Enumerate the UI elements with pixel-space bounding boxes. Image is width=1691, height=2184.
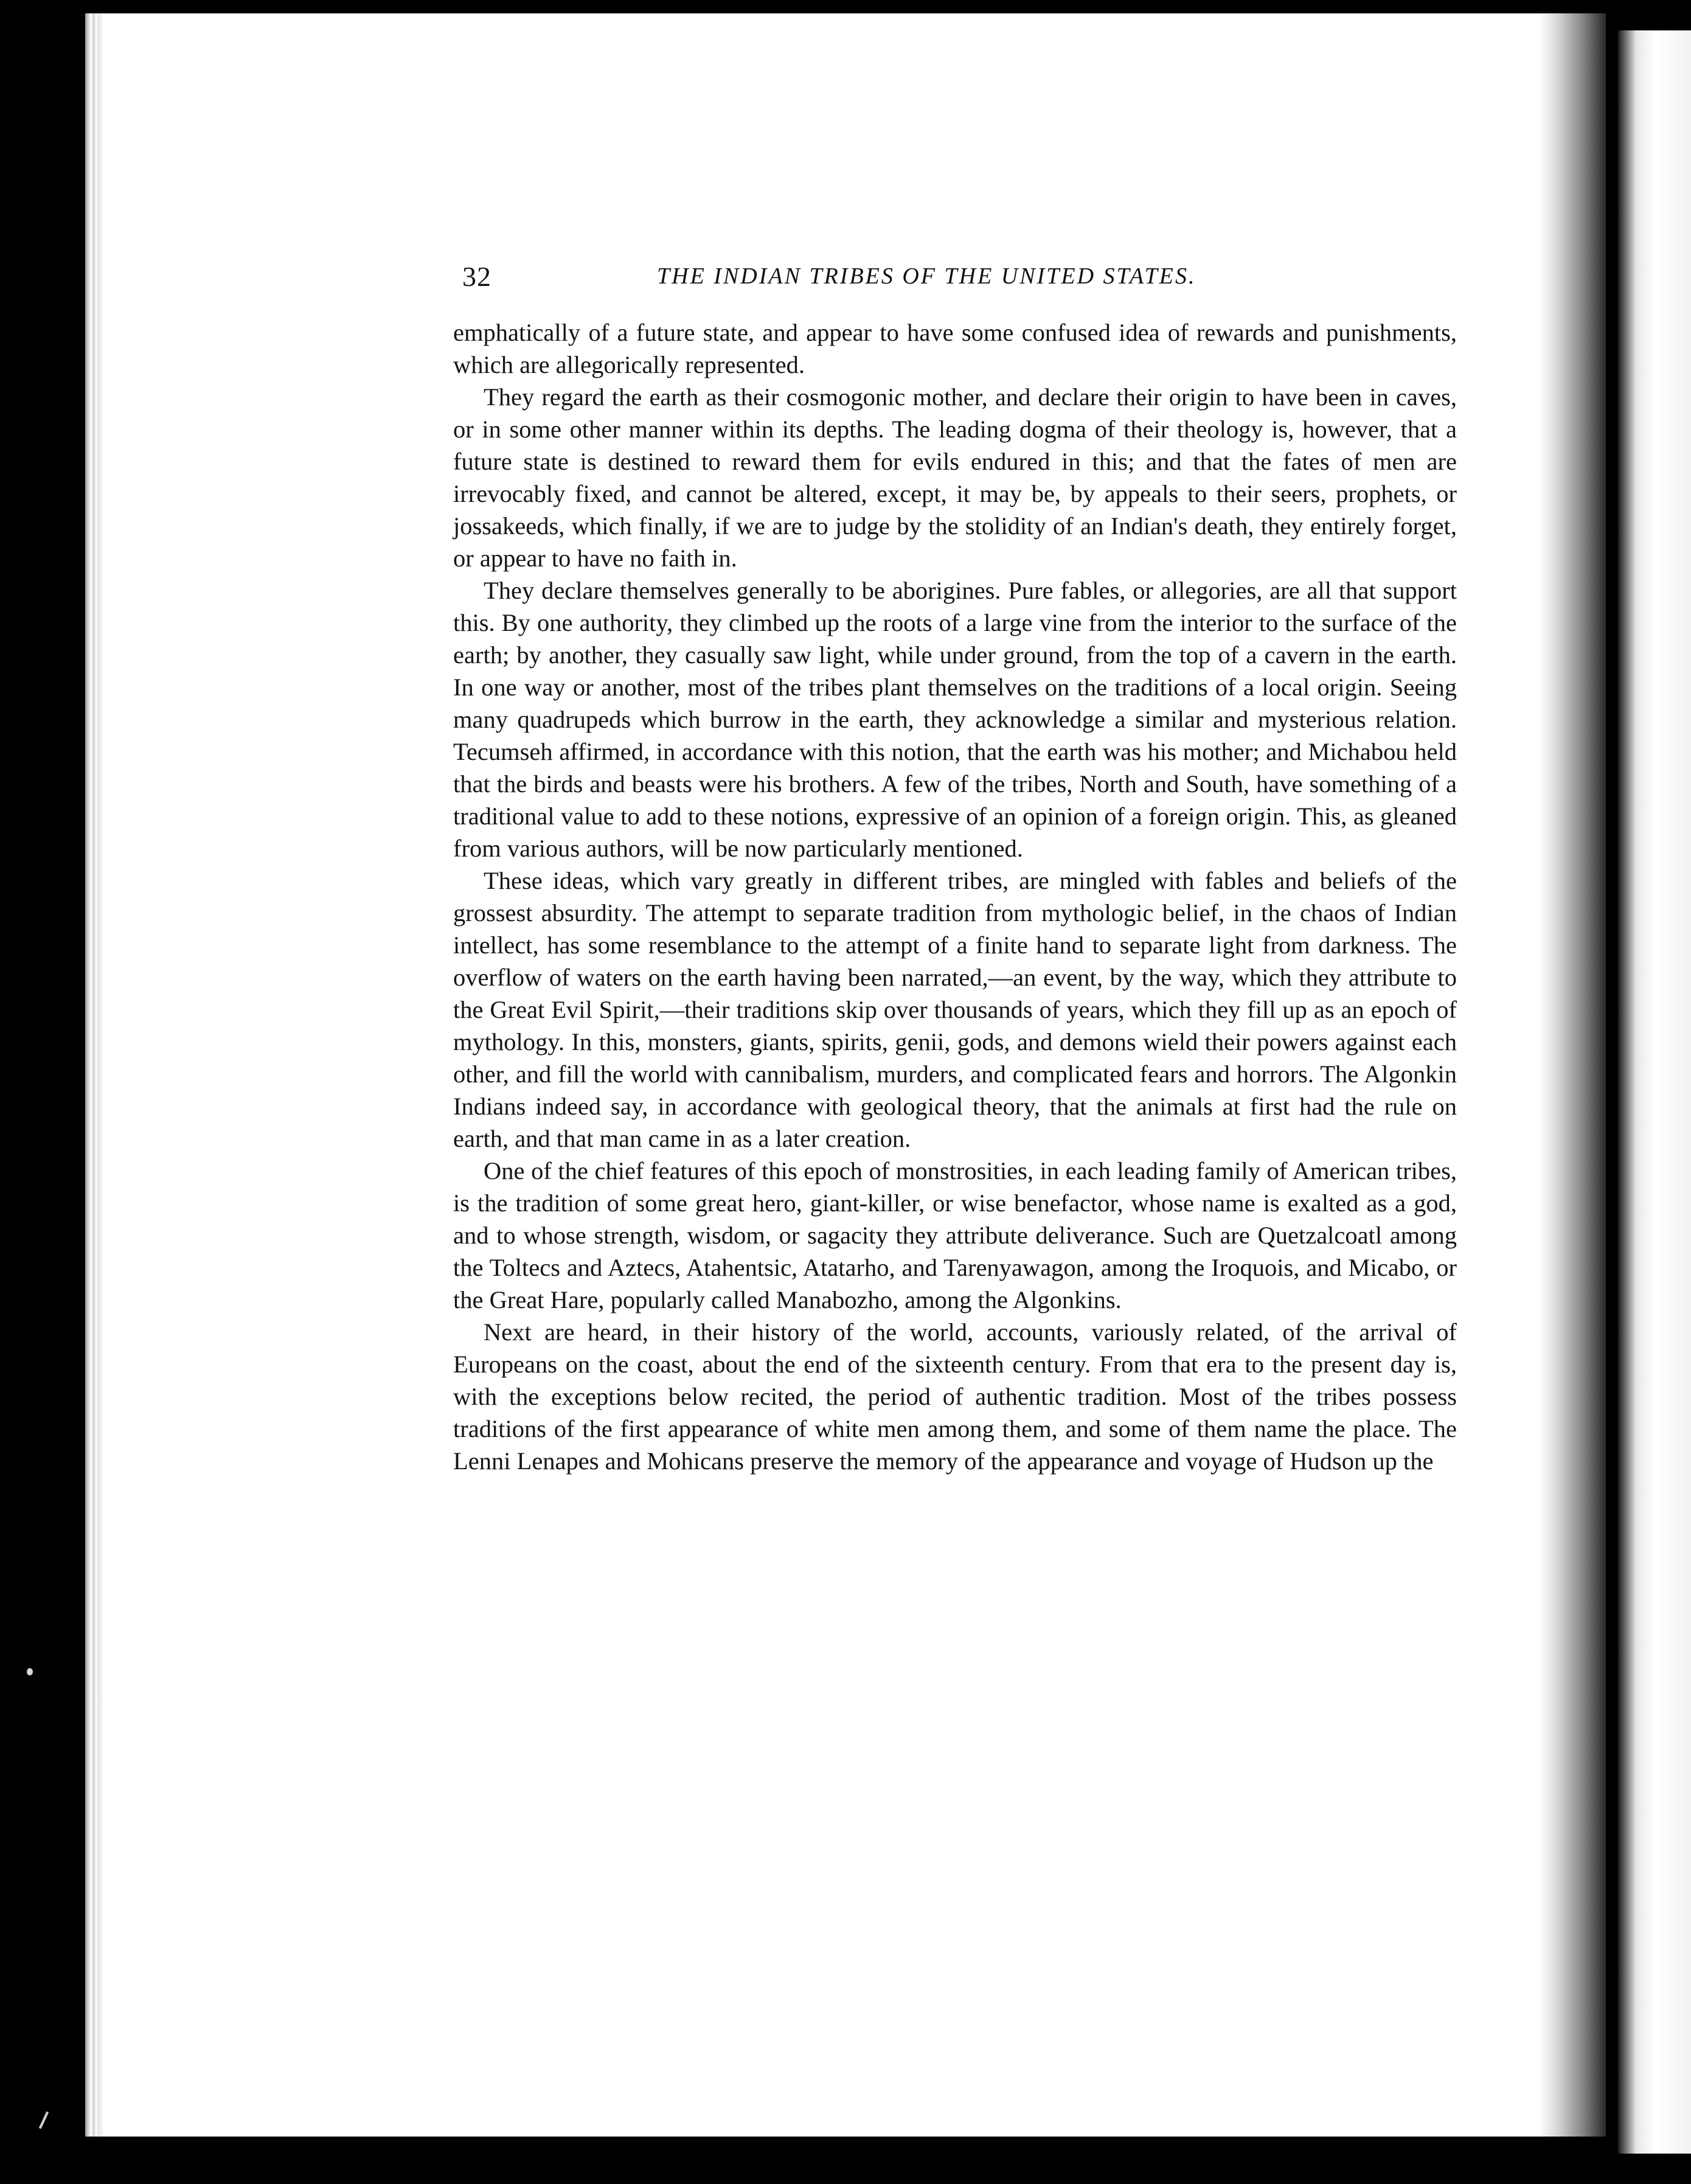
scan-speck [27, 1668, 33, 1675]
page-spine-shadow [1539, 13, 1606, 2137]
page-number: 32 [462, 261, 491, 292]
paragraph: Next are heard, in their history of the world, accounts, variously related, of the arrival of Europeans on the coast, about the end of the sixteenth century. From that era to the present day is, with the exceptions below recited, the period of authentic tradition. Most of the tribes possess traditions of the first appearance of white men among them, and some of them name the place. The Lenni Lenapes and Mohicans preserve the memory of the appearance and voyage of Hudson up the [453, 1318, 1457, 1475]
running-head [462, 260, 1648, 309]
page-gutter-edge [85, 13, 103, 2137]
paragraph: They regard the earth as their cosmogonic mother, and declare their origin to have been in caves, or in some other manner within its depths. The leading dogma of their theology is, however, that a future state is destined to reward them for evils endured in this; and that the fates of men are irrevocably fixed, and cannot be altered, except, it may be, by appeals to their seers, prophets, or jossakeeds, which finally, if we are to judge by the stolidity of an Indian's death, they entirely forget, or appear to have no faith in. [453, 383, 1457, 572]
running-title: THE INDIAN TRIBES OF THE UNITED STATES. [657, 263, 1196, 289]
paragraph: One of the chief features of this epoch of monstrosities, in each leading family of American tribes, is the tradition of some great hero, giant-killer, or wise benefactor, whose name is exalted as a god, and to whose strength, wisdom, or sagacity they attribute deliverance. Such are Quetzalcoatl among the Toltecs and Aztecs, Atahentsic, Atatarho, and Tarenyawagon, among the Iroquois, and Micabo, or the Great Hare, popularly called Manabozho, among the Algonkins. [453, 1157, 1457, 1313]
paragraph: These ideas, which vary greatly in different tribes, are mingled with fables and beliefs of the grossest absurdity. The attempt to separate tradition from mythologic belief, in the chaos of Indian intellect, has some resemblance to the attempt of a finite hand to separate light from darkness. The overflow of waters on the earth having been narrated,—an event, by the way, which they attribute to the Great Evil Spirit,—their traditions skip over thousands of years, which they fill up as an epoch of mythology. In this, monsters, giants, spirits, genii, gods, and demons wield their powers against each other, and fill the world with cannibalism, murders, and complicated fears and horrors. The Algonkin Indians indeed say, in accordance with geological theory, that the animals at first had the rule on earth, and that man came in as a later creation. [453, 867, 1457, 1152]
paragraph: They declare themselves generally to be aborigines. Pure fables, or allegories, are all that support this. By one authority, they climbed up the roots of a large vine from the interior to the surface of the earth; by another, they casually saw light, while under ground, from the top of a cavern in the earth. In one way or another, most of the tribes plant themselves on the traditions of a local origin. Seeing many quadrupeds which burrow in the earth, they acknowledge a similar and mysterious relation. Tecumseh affirmed, in accordance with this notion, that the earth was his mother; and Michabou held that the birds and beasts were his brothers. A few of the tribes, North and South, have something of a traditional value to add to these notions, expressive of an opinion of a foreign origin. This, as gleaned from various authors, will be now particularly mentioned. [453, 577, 1457, 862]
adjacent-page-strip [1618, 30, 1691, 2154]
paragraph-continuation: emphatically of a future state, and appear to have some confused idea of rewards and punishments, which are allegorically represented. [453, 319, 1457, 378]
body-text [453, 316, 1457, 1477]
